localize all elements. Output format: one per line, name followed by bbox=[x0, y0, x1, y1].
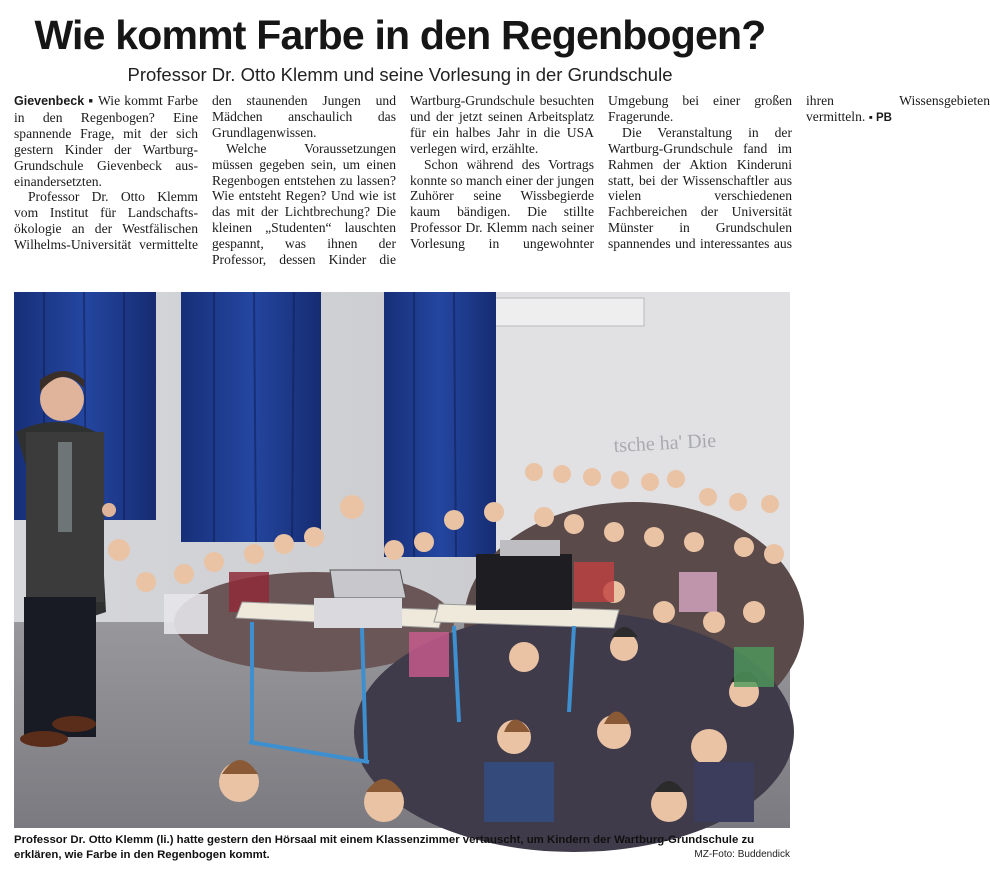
laptop bbox=[330, 570, 406, 598]
paragraph-text: Die Veranstaltung in der Wartburg-Grundschule fand im Rahmen der Aktion Kinderuni statt, bei der Wissenschaftler aus vielen verschiedenen Fachbereichen der Universität Münster in Grundschulen spannendes und interessantes aus ihren Wissensgebieten vermitteln. bbox=[608, 93, 990, 252]
article-paragraph: Welche Voraussetzungen müssen gegeben sein, um einen Regenbogen entstehen zu lassen? Wie entsteht Regen? Und wie ist das mit der Lichtbrechung? Die kleinen „Studenten“ lauschten gespannt, was ihnen der Professor, dessen Kinder die Wartburg-Grundschule besuchten und der jetzt seinen Arbeitsplatz für ein halbes Jahr in die USA verlegen wird, erzählte. bbox=[212, 93, 594, 268]
curtain-right bbox=[384, 292, 496, 557]
curtain-middle bbox=[181, 292, 321, 542]
classroom-photo bbox=[14, 292, 790, 828]
classroom-photo-illustration bbox=[14, 292, 790, 828]
dateline: Gievenbeck bbox=[14, 94, 85, 108]
article-body bbox=[14, 93, 990, 268]
photo-credit: MZ-Foto: Buddendick bbox=[694, 849, 790, 860]
photo-caption: Professor Dr. Otto Klemm (li.) hatte gestern den Hörsaal mit einem Klassenzimmer vertauscht, um Kindern der Wartburg-Grundschule zu erklären, wie Farbe in den Regenbogen kommt. bbox=[14, 834, 755, 861]
headline: Wie kommt Farbe in den Regenbogen? bbox=[34, 12, 766, 58]
article-paragraph: Schon während des Vortrags konnte so manch einer der jungen Zuhörer seine Wissbegierde kaum bändigen. Die stillte Professor Dr. Klemm nach seiner Vorlesung in ungewohnter Umgebung bei einer großen Fragerunde. bbox=[410, 93, 792, 252]
wall-writing: tsche ha' Die bbox=[613, 429, 717, 457]
projector bbox=[476, 554, 572, 610]
ceiling-light bbox=[494, 298, 644, 326]
article-paragraph: Gievenbeck ▪ Wie kommt Farbe in den Regenbogen? Eine spannende Frage, mit der sich gestern Kinder der Wartburg-Grundschule Gievenbeck auseinandersetzten. bbox=[14, 93, 198, 189]
author-signature: ▪ PB bbox=[868, 111, 892, 124]
subheadline: Professor Dr. Otto Klemm und seine Vorlesung in der Grundschule bbox=[127, 64, 673, 85]
paragraph-text: Wie kommt Farbe in den Regenbogen? Eine spannende Frage, mit der sich gestern Kinder der Wartburg-Grundschule Gievenbeck auseinandersetzten. bbox=[14, 93, 198, 189]
article-paragraph: Professor Dr. Otto Klemm vom Institut für Landschaftsökologie an der Westfälischen Wilhelms-Universität vermittelte den staunenden Jungen und Mädchen anschaulich das Grundlagenwissen. bbox=[14, 93, 396, 253]
